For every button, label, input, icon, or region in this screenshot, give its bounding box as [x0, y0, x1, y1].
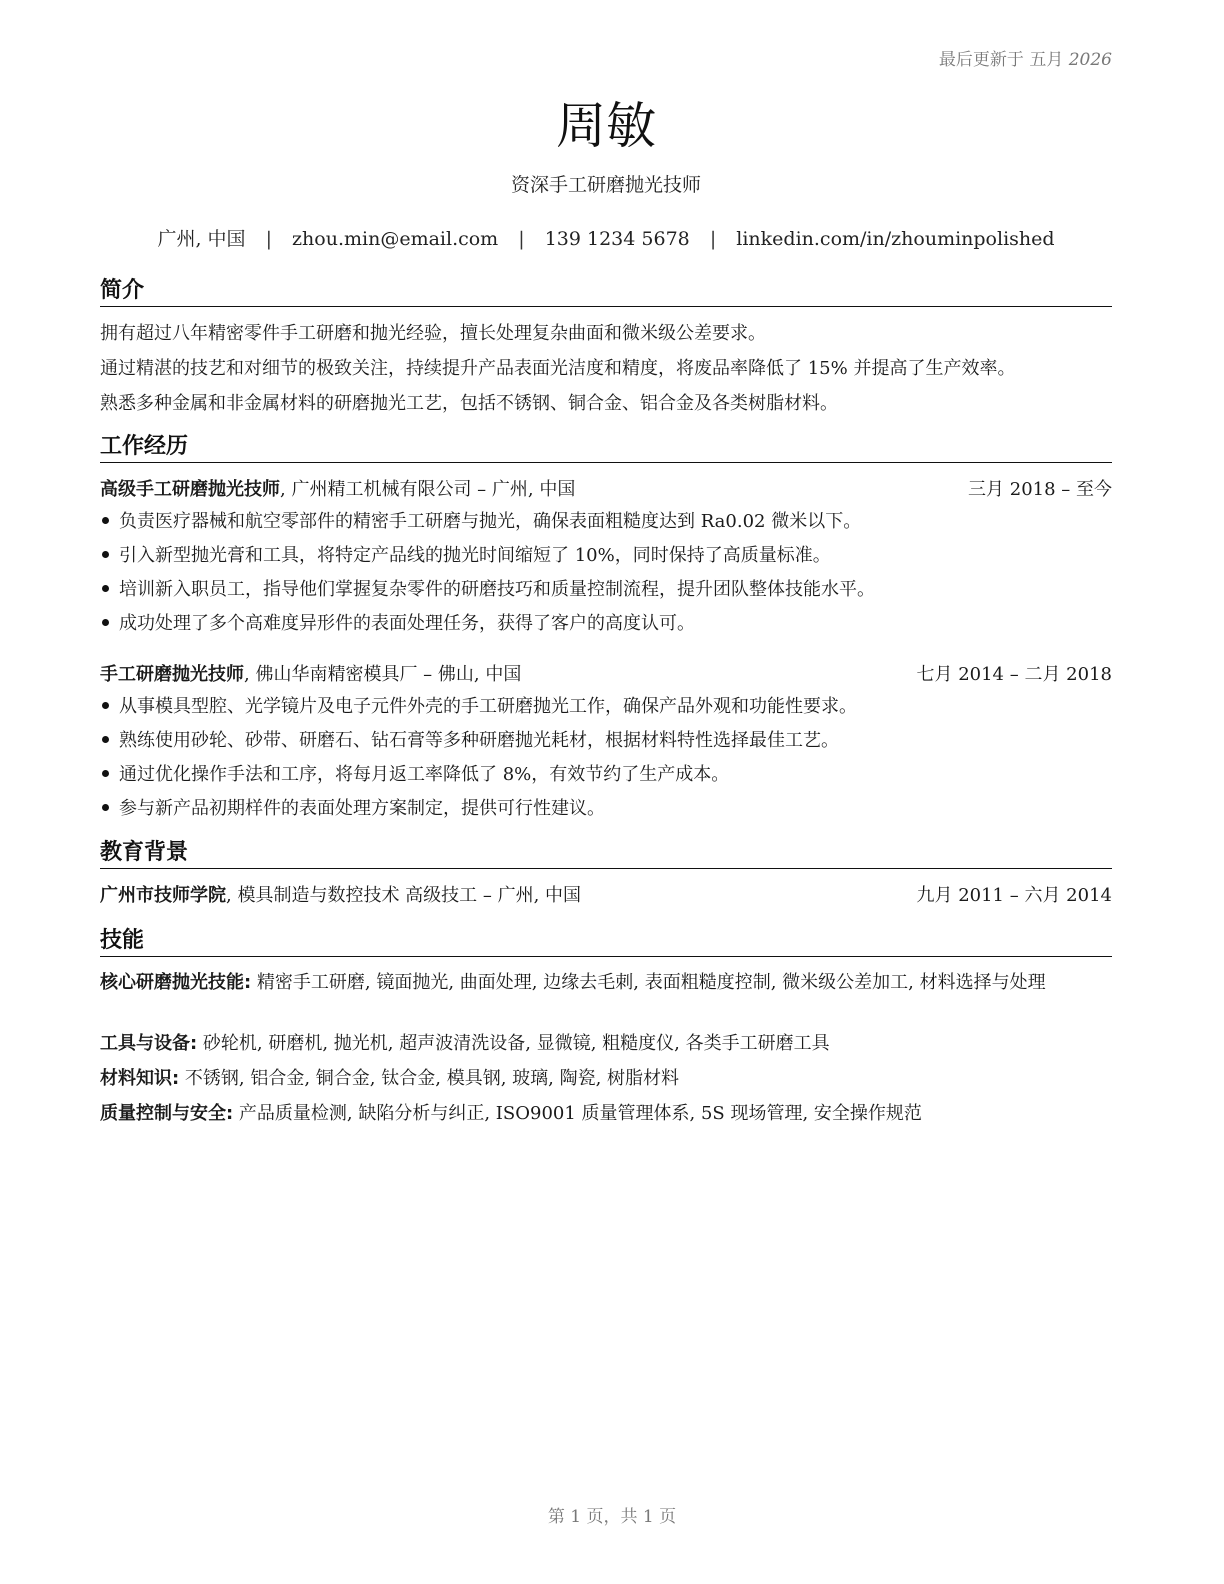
contact-separator: | [709, 228, 717, 250]
skill-label: 工具与设备: [100, 1033, 198, 1054]
bullet-dot-icon [102, 804, 109, 811]
skill-row [100, 1067, 1112, 1091]
summary-line: 熟悉多种金属和非金属材料的研磨抛光工艺，包括不锈钢、铜合金、铝合金及各类树脂材料。 [100, 393, 838, 414]
skill-row [100, 1032, 1112, 1056]
resume-page [100, 0, 1112, 1584]
contact-separator: | [265, 228, 272, 250]
last-updated-year: 2026 [1068, 50, 1112, 70]
job-bullet: 引入新型抛光膏和工具，将特定产品线的抛光时间缩短了 10%，同时保持了高质量标准。 [100, 544, 1112, 568]
bullet-dot-icon [102, 619, 109, 626]
job-dates: 三月 2018 – 至今 [968, 479, 1112, 500]
job-bullet: 负责医疗器械和航空零部件的精密手工研磨与抛光，确保表面粗糙度达到 Ra0.02 微米以下。 [100, 510, 1112, 534]
skill-label: 材料知识: [100, 1068, 180, 1089]
job-header [100, 478, 1112, 502]
candidate-title: 资深手工研磨抛光技师 [510, 174, 701, 196]
job-bullet: 成功处理了多个高难度异形件的表面处理任务，获得了客户的高度认可。 [100, 612, 1112, 636]
skill-value: 精密手工研磨, 镜面抛光, 曲面处理, 边缘去毛刺, 表面粗糙度控制, 微米级公差加工, 材料选择与处理 [251, 972, 1046, 993]
bullet-dot-icon [102, 551, 109, 558]
contact-location: 广州, 中国 [157, 228, 246, 250]
candidate-name: 周敏 [556, 97, 656, 155]
education-detail: , 模具制造与数控技术 高级技工 – 广州, 中国 [226, 885, 582, 906]
job-bullet: 参与新产品初期样件的表面处理方案制定，提供可行性建议。 [100, 797, 1112, 821]
section-education-heading: 教育背景 [100, 840, 1112, 869]
bullet-dot-icon [102, 702, 109, 709]
skill-value: 砂轮机, 研磨机, 抛光机, 超声波清洗设备, 显微镜, 粗糙度仪, 各类手工研磨工具 [197, 1033, 830, 1054]
skill-value: 产品质量检测, 缺陷分析与纠正, ISO9001 质量管理体系, 5S 现场管理, 安全操作规范 [233, 1103, 922, 1124]
contact-email[interactable]: zhou.min@email.com [292, 228, 499, 250]
bullet-dot-icon [102, 517, 109, 524]
job-company: , 广州精工机械有限公司 – 广州, 中国 [280, 479, 576, 500]
last-updated-label: 最后更新于 五月 [938, 50, 1064, 70]
job-bullet: 培训新入职员工，指导他们掌握复杂零件的研磨技巧和质量控制流程，提升团队整体技能水平。 [100, 578, 1112, 602]
job-bullet: 熟练使用砂轮、砂带、研磨石、钻石膏等多种研磨抛光耗材，根据材料特性选择最佳工艺。 [100, 729, 1112, 753]
job-dates: 七月 2014 – 二月 2018 [916, 664, 1112, 685]
skill-label: 质量控制与安全: [100, 1103, 234, 1124]
section-skills-heading: 技能 [100, 928, 1112, 957]
bullet-dot-icon [102, 585, 109, 592]
summary-line: 通过精湛的技艺和对细节的极致关注，持续提升产品表面光洁度和精度，将废品率降低了 15% 并提高了生产效率。 [100, 358, 1016, 379]
education-entry [100, 884, 1112, 908]
job-bullet: 通过优化操作手法和工序，将每月返工率降低了 8%，有效节约了生产成本。 [100, 763, 1112, 787]
education-school: 广州市技师学院 [100, 885, 226, 906]
job-company: , 佛山华南精密模具厂 – 佛山, 中国 [244, 664, 522, 685]
contact-phone: 139 1234 5678 [544, 228, 690, 250]
job-role: 高级手工研磨抛光技师 [100, 479, 280, 500]
contact-line [100, 224, 1112, 251]
job-header [100, 663, 1112, 687]
skill-label: 核心研磨抛光技能: [100, 972, 252, 993]
bullet-dot-icon [102, 770, 109, 777]
section-experience-heading: 工作经历 [100, 434, 1112, 463]
job-role: 手工研磨抛光技师 [100, 664, 244, 685]
summary-line: 拥有超过八年精密零件手工研磨和抛光经验，擅长处理复杂曲面和微米级公差要求。 [100, 323, 766, 344]
skill-row [100, 971, 1112, 995]
bullet-dot-icon [102, 736, 109, 743]
section-summary-heading: 简介 [100, 278, 1112, 307]
page-number: 第 1 页，共 1 页 [547, 1507, 677, 1527]
education-dates: 九月 2011 – 六月 2014 [916, 885, 1112, 906]
last-updated [939, 45, 1112, 70]
contact-linkedin[interactable]: linkedin.com/in/zhouminpolished [736, 228, 1055, 250]
job-bullet: 从事模具型腔、光学镜片及电子元件外壳的手工研磨抛光工作，确保产品外观和功能性要求。 [100, 695, 1112, 719]
skill-value: 不锈钢, 铝合金, 铜合金, 钛合金, 模具钢, 玻璃, 陶瓷, 树脂材料 [179, 1068, 680, 1089]
contact-separator: | [518, 228, 525, 250]
skill-row [100, 1102, 1112, 1126]
